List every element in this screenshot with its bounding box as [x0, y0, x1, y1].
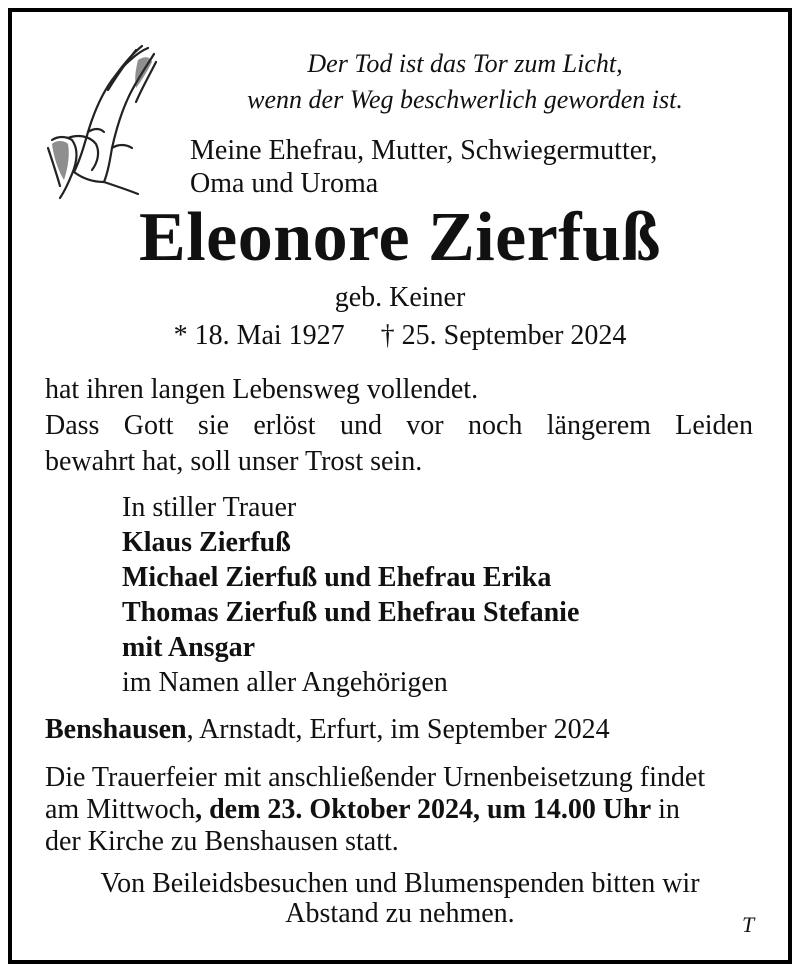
message-word: sie [197, 410, 230, 441]
message-word: erlöst [253, 410, 316, 441]
mourners-footer: im Namen aller Angehörigen [122, 667, 448, 698]
life-dates [0, 320, 800, 352]
closing-line-1: Von Beileidsbesuchen und Blumenspenden bitten wir [100, 868, 700, 899]
mourner-name: Thomas Zierfuß und Ehefrau Stefanie [122, 597, 580, 628]
message-word: längerem [546, 410, 651, 441]
birth-date: * 18. Mai 1927 [173, 320, 345, 351]
intro-line-1: Meine Ehefrau, Mutter, Schwiegermutter, [190, 135, 658, 166]
mourner-name: mit Ansgar [122, 632, 255, 663]
death-date: † 25. September 2024 [380, 320, 627, 351]
message-word: vor [406, 410, 444, 441]
closing-line-2: Abstand zu nehmen. [285, 898, 515, 929]
message-line-1: hat ihren langen Lebensweg vollendet. [45, 374, 479, 405]
quote-line-1: Der Tod ist das Tor zum Licht, [307, 49, 623, 78]
funeral-line-3: der Kirche zu Benshausen statt. [45, 826, 399, 857]
praying-hands-icon [38, 40, 168, 200]
funeral-line-1: Die Trauerfeier mit anschließender Urnenbeisetzung findet [45, 762, 706, 793]
message-word: und [339, 410, 382, 441]
place-and-date [45, 712, 610, 748]
message-word: noch [467, 410, 523, 441]
funeral-weekday: am Mittwoch [45, 794, 196, 825]
funeral-date-time: , dem 23. Oktober 2024, um 14.00 Uhr [195, 794, 652, 825]
signature-mark: T [742, 912, 755, 937]
funeral-line-2-end: in [651, 794, 680, 825]
deceased-name: Eleonore Zierfuß [139, 199, 661, 276]
message-line-3: bewahrt hat, soll unser Trost sein. [45, 446, 423, 477]
intro-line-2: Oma und Uroma [190, 168, 379, 199]
place-rest: , Arnstadt, Erfurt, im September 2024 [186, 714, 610, 745]
mourner-name: Klaus Zierfuß [122, 527, 291, 558]
message-line-2 [45, 408, 753, 444]
mourner-name: Michael Zierfuß und Ehefrau Erika [122, 562, 552, 593]
message-word: Leiden [675, 410, 753, 441]
message-word: Gott [123, 410, 174, 441]
mourning-heading: In stiller Trauer [122, 492, 297, 523]
funeral-line-2 [45, 792, 680, 828]
quote-line-2: wenn der Weg beschwerlich geworden ist. [247, 85, 683, 114]
place-town: Benshausen [45, 714, 187, 745]
message-word: Dass [45, 410, 100, 441]
maiden-name: geb. Keiner [334, 282, 466, 313]
